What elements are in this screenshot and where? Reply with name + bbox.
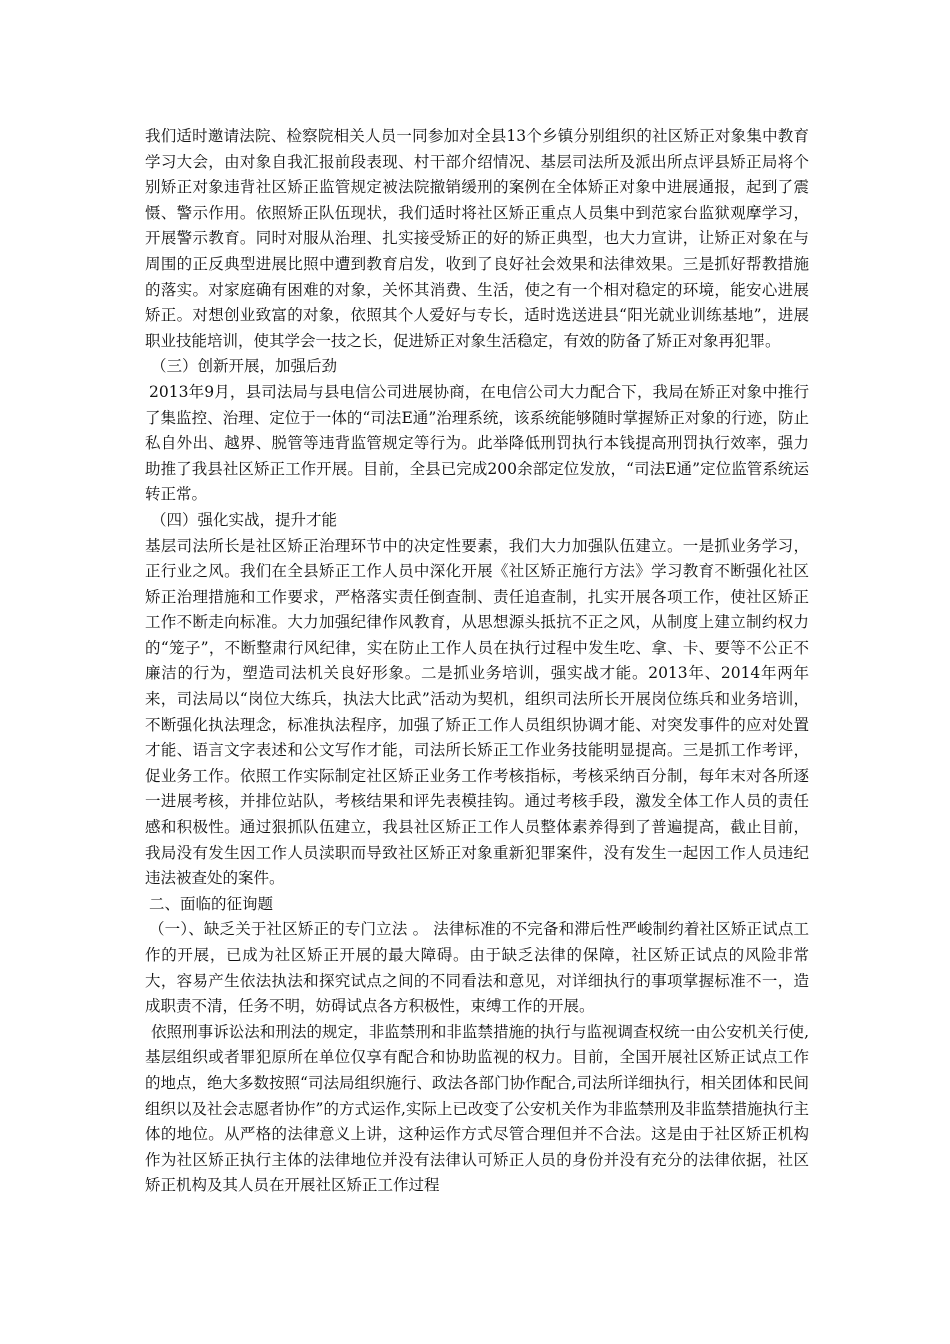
section-heading-problems: 二、面临的征询题 (149, 894, 274, 913)
section-heading-training: （四）强化实战，提升才能 (151, 510, 338, 529)
body-paragraph: 依照刑事诉讼法和刑法的规定，非监禁刑和非监禁措施的执行与监视调查权统一由公安机关行使,基层组织或者罪犯原所在单位仅享有配合和协助监视的权力。目前，全国开展社区矫正试点工作的地点，绝大多数按照“司法局组织施行、政法各部门协作配合,司法所详细执行，相关团体和民间组织以及社会志愿者协作”的方式运作,实际上已改变了公安机关作为非监禁刑及非监禁措施执行主体的地位。从严格的法律意义上讲，这种运作方式尽管合理但并不合法。这是由于社区矫正机构作为社区矫正执行主体的法律地位并没有法律认可矫正人员的身份并没有充分的法律依据，社区矫正机构及其人员在开展社区矫正工作过程 (145, 1022, 809, 1195)
body-paragraph: 2013年9月，县司法局与县电信公司进展协商，在电信公司大力配合下，我局在矫正对象中推行了集监控、治理、定位于一体的“司法E通”治理系统，该系统能够随时掌握矫正对象的行迹，防止私自外出、越界、脱管等违背监管规定等行为。此举降低刑罚执行本钱提高刑罚执行效率，强力助推了我县社区矫正工作开展。目前，全县已完成200余部定位发放，“司法E通”定位监管系统运转正常。 (145, 382, 809, 504)
body-paragraph: 基层司法所长是社区矫正治理环节中的决定性要素，我们大力加强队伍建立。一是抓业务学习，正行业之风。我们在全县矫正工作人员中深化开展《社区矫正施行方法》学习教育不断强化社区矫正治理措施和工作要求，严格落实责任倒查制、责任追查制，扎实开展各项工作，使社区矫正工作不断走向标准。大力加强纪律作风教育，从思想源头抵抗不正之风，从制度上建立制约权力的“笼子”，不断整肃行风纪律，实在防止工作人员在执行过程中发生吃、拿、卡、要等不公正不廉洁的行为，塑造司法机关良好形象。二是抓业务培训，强实战才能。2013年、2014年两年来，司法局以“岗位大练兵，执法大比武”活动为契机，组织司法所长开展岗位练兵和业务培训，不断强化执法理念，标准执法程序，加强了矫正工作人员组织协调才能、对突发事件的应对处置才能、语言文字表述和公文写作才能，司法所长矫正工作业务技能明显提高。三是抓工作考评，促业务工作。依照工作实际制定社区矫正业务工作考核指标，考核采纳百分制，每年末对各所逐一进展考核，并排位站队，考核结果和评先表模挂钩。通过考核手段，激发全体工作人员的责任感和积极性。通过狠抓队伍建立，我县社区矫正工作人员整体素养得到了普遍提高，截止目前，我局没有发生因工作人员渎职而导致社区矫正对象重新犯罪案件，没有发生一起因工作人员违纪违法被查处的案件。 (145, 536, 809, 888)
body-paragraph: 我们适时邀请法院、检察院相关人员一同参加对全县13个乡镇分别组织的社区矫正对象集中教育学习大会，由对象自我汇报前段表现、村干部介绍情况、基层司法所及派出所点评县矫正局将个别矫正对象违背社区矫正监管规定被法院撤销缓刑的案例在全体矫正对象中进展通报，起到了震慑、警示作用。依照矫正队伍现状，我们适时将社区矫正重点人员集中到范家台监狱观摩学习，开展警示教育。同时对服从治理、扎实接受矫正的好的矫正典型，也大力宣讲，让矫正对象在与周围的正反典型进展比照中遭到教育启发，收到了良好社会效果和法律效果。三是抓好帮教措施的落实。对家庭确有困难的对象，关怀其消费、生活，使之有一个相对稳定的环境，能安心进展矫正。对想创业致富的对象，依照其个人爱好与专长，适时选送进县“阳光就业训练基地”，进展职业技能培训，使其学会一技之长，促进矫正对象生活稳定，有效的防备了矫正对象再犯罪。 (145, 127, 809, 350)
body-paragraph: （一）、缺乏关于社区矫正的专门立法 。 法律标准的不完备和滞后性严峻制约着社区矫正试点工作的开展，已成为社区矫正开展的最大障碍。由于缺乏法律的保障，社区矫正试点的风险非常大，容易产生依法执法和探究试点之间的不同看法和意见，对详细执行的事项掌握标准不一，造成职责不清，任务不明，妨碍试点各方积极性，束缚工作的开展。 (145, 920, 809, 1016)
section-heading-innovation: （三）创新开展，加强后劲 (151, 357, 338, 376)
document-page (145, 124, 809, 1199)
